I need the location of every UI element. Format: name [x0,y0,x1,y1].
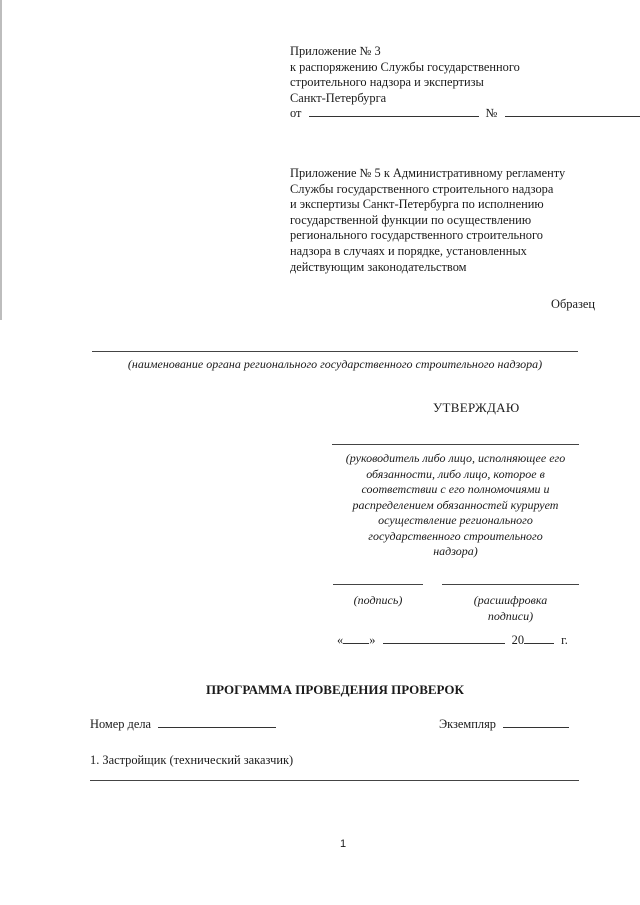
appendix-3-line: к распоряжению Службы государственного [290,59,520,74]
case-number-blank [158,717,276,728]
number-blank [505,106,640,117]
decoding-caption [442,593,579,624]
section-1-line [90,780,579,781]
decoding-line [442,584,579,585]
appendix-3-block [290,44,640,122]
scan-edge-mark [0,0,2,320]
approval-date-row [337,633,568,649]
approver-caption [332,451,579,560]
appendix-3-line: Приложение № 3 [290,44,381,58]
organ-caption: (наименование органа регионального государственного строительного надзора) [127,357,543,371]
appendix-5-line: Службы государственного строительного надзора [290,181,554,196]
appendix-5-line: регионального государственного строительного [290,228,543,243]
page-number: 1 [340,838,347,850]
appendix-3-line: Санкт-Петербурга [290,90,387,105]
year-blank [524,633,554,644]
date-open-quote: « [337,633,344,647]
sample-label: Образец [551,297,595,311]
decoding-caption-line: подписи) [487,608,534,623]
appendix-3-date-row [290,106,640,122]
day-blank [343,633,369,644]
number-label: № [485,106,498,121]
organ-name-line [92,351,578,352]
appendix-5-block [290,166,565,275]
approver-caption-line: (руководитель либо лицо, исполняющее его [345,451,566,465]
signature-line [333,584,423,585]
year-suffix: г. [561,633,568,647]
case-number-row [90,717,276,733]
approver-line [332,444,579,445]
date-close-quote: » [369,633,376,647]
date-blank [309,106,479,117]
case-number-label: Номер дела [90,717,152,731]
approver-caption-line: государственного строительного [368,528,543,543]
from-label: от [290,106,302,121]
copy-row [439,717,569,733]
decoding-caption-line: (расшифровка [473,593,548,607]
appendix-5-line: действующим законодательством [290,259,467,274]
approver-caption-line: распределением обязанностей курирует [352,497,559,512]
copy-label: Экземпляр [439,717,496,731]
section-1-label: 1. Застройщик (технический заказчик) [90,753,294,767]
approver-caption-line: надзора) [433,544,478,558]
program-title: ПРОГРАММА ПРОВЕДЕНИЯ ПРОВЕРОК [206,682,464,697]
year-prefix: 20 [511,633,525,647]
appendix-5-line: и экспертизы Санкт-Петербурга по исполнению [290,197,544,212]
appendix-3-line: строительного надзора и экспертизы [290,75,484,90]
approver-caption-line: осуществление регионального [378,513,533,527]
approve-title: УТВЕРЖДАЮ [433,400,520,415]
approver-caption-line: обязанности, либо лицо, которое в [366,466,545,481]
signature-caption: (подпись) [353,593,403,607]
appendix-5-line: Приложение № 5 к Административному регламенту [290,166,566,180]
appendix-5-line: государственной функции по осуществлению [290,212,532,227]
appendix-5-line: надзора в случаях и порядке, установленных [290,243,527,258]
copy-blank [503,717,569,728]
approver-caption-line: соответствии с его полномочиями и [361,482,550,496]
month-blank [383,633,505,644]
